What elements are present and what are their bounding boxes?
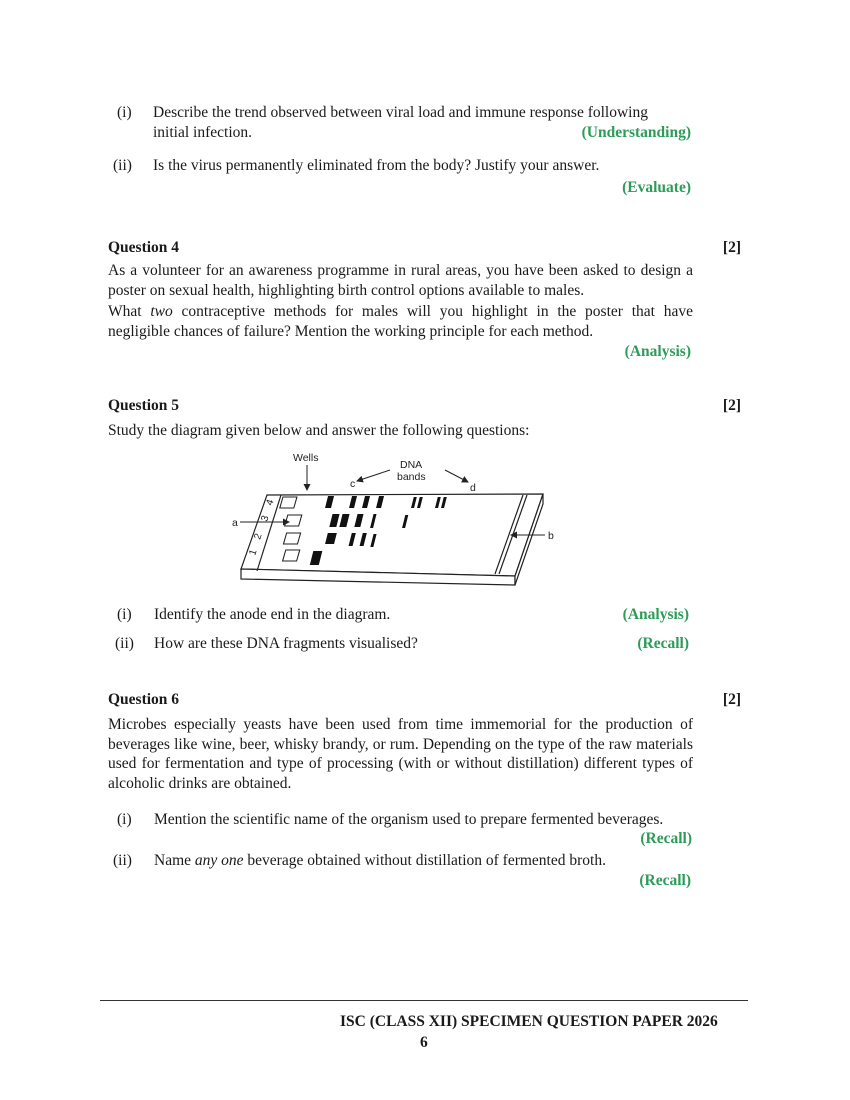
dna-label-line2: bands	[397, 471, 426, 483]
label-a: a	[232, 517, 238, 529]
q5-part-ii-number: (ii)	[115, 635, 134, 652]
lane-number-4: 4	[264, 498, 277, 507]
lane-number-3: 3	[259, 514, 272, 523]
q5-part-i-number: (i)	[117, 606, 132, 623]
q3-part-ii-number: (ii)	[113, 157, 132, 174]
footer-title: ISC (CLASS XII) SPECIMEN QUESTION PAPER 2026	[340, 1013, 718, 1030]
q6-part-ii-emphasis: any one	[194, 852, 244, 869]
q5-part-ii-tag: (Recall)	[637, 635, 689, 652]
lane-number-1: 1	[247, 548, 260, 557]
question-5-intro: Study the diagram given below and answer the following questions:	[108, 422, 530, 439]
question-4-marks: [2]	[722, 239, 741, 256]
question-4-para2-pre: What	[108, 303, 151, 320]
dna-arrow-d	[445, 470, 468, 482]
wells-label: Wells	[293, 452, 319, 464]
q5-part-i-tag: (Analysis)	[622, 606, 689, 623]
lane-number-2: 2	[252, 532, 265, 541]
q3-part-i-tag: (Understanding)	[581, 124, 691, 141]
q6-part-ii-pre: Name	[154, 852, 195, 869]
label-d: d	[470, 482, 476, 494]
question-4-title: Question 4	[108, 239, 180, 256]
label-c: c	[350, 478, 356, 490]
question-4-para2-post: contraceptive methods for males will you highlight in the poster that have negligible chances of failure? Mention the working principle for each method.	[108, 303, 693, 340]
well-3	[285, 515, 302, 526]
q6-part-i-number: (i)	[117, 811, 132, 828]
q3-part-i-line2: initial infection.	[153, 124, 253, 141]
q6-part-ii-post: beverage obtained without distillation of fermented broth.	[243, 852, 606, 869]
q3-part-ii-tag: (Evaluate)	[622, 179, 691, 196]
question-6-marks: [2]	[722, 691, 741, 708]
q6-part-i-text: Mention the scientific name of the organism used to prepare fermented beverages.	[154, 811, 664, 828]
q6-part-ii-tag: (Recall)	[639, 872, 691, 889]
question-4-para2-emphasis: two	[150, 303, 173, 320]
question-6-title: Question 6	[108, 691, 180, 708]
q5-part-i-text: Identify the anode end in the diagram.	[154, 606, 391, 623]
gel-electrophoresis-diagram	[225, 448, 565, 593]
page-number: 6	[420, 1034, 428, 1051]
label-b: b	[548, 530, 554, 542]
q5-part-ii-text: How are these DNA fragments visualised?	[154, 635, 418, 652]
well-2	[283, 533, 300, 544]
question-4-tag: (Analysis)	[624, 343, 691, 360]
question-6-para: Microbes especially yeasts have been used from time immemorial for the production of beverages like wine, beer, whisky brandy, or rum. Depending on the type of the raw materials used for fermentation and type of processing (with or without distillation) different types of alcoholic drinks are obtained.	[108, 716, 693, 792]
q6-part-ii-text	[154, 852, 606, 870]
question-5-title: Question 5	[108, 397, 180, 414]
question-4-para1: As a volunteer for an awareness programme in rural areas, you have been asked to design a poster on sexual health, highlighting birth control options available to males.	[108, 262, 693, 299]
dna-label-line1: DNA	[400, 459, 423, 471]
well-1	[283, 550, 300, 561]
q6-part-ii-number: (ii)	[113, 852, 132, 869]
footer-divider	[100, 1000, 748, 1001]
q6-part-i-tag: (Recall)	[640, 830, 692, 847]
dna-arrow-c	[357, 470, 390, 481]
q3-part-ii-text: Is the virus permanently eliminated from the body? Justify your answer.	[153, 157, 600, 174]
q3-part-i-number: (i)	[117, 104, 132, 121]
question-5-marks: [2]	[722, 397, 741, 414]
well-4	[280, 497, 297, 508]
question-4-para2	[108, 302, 693, 341]
q3-part-i-line1: Describe the trend observed between viral load and immune response following	[153, 104, 648, 121]
